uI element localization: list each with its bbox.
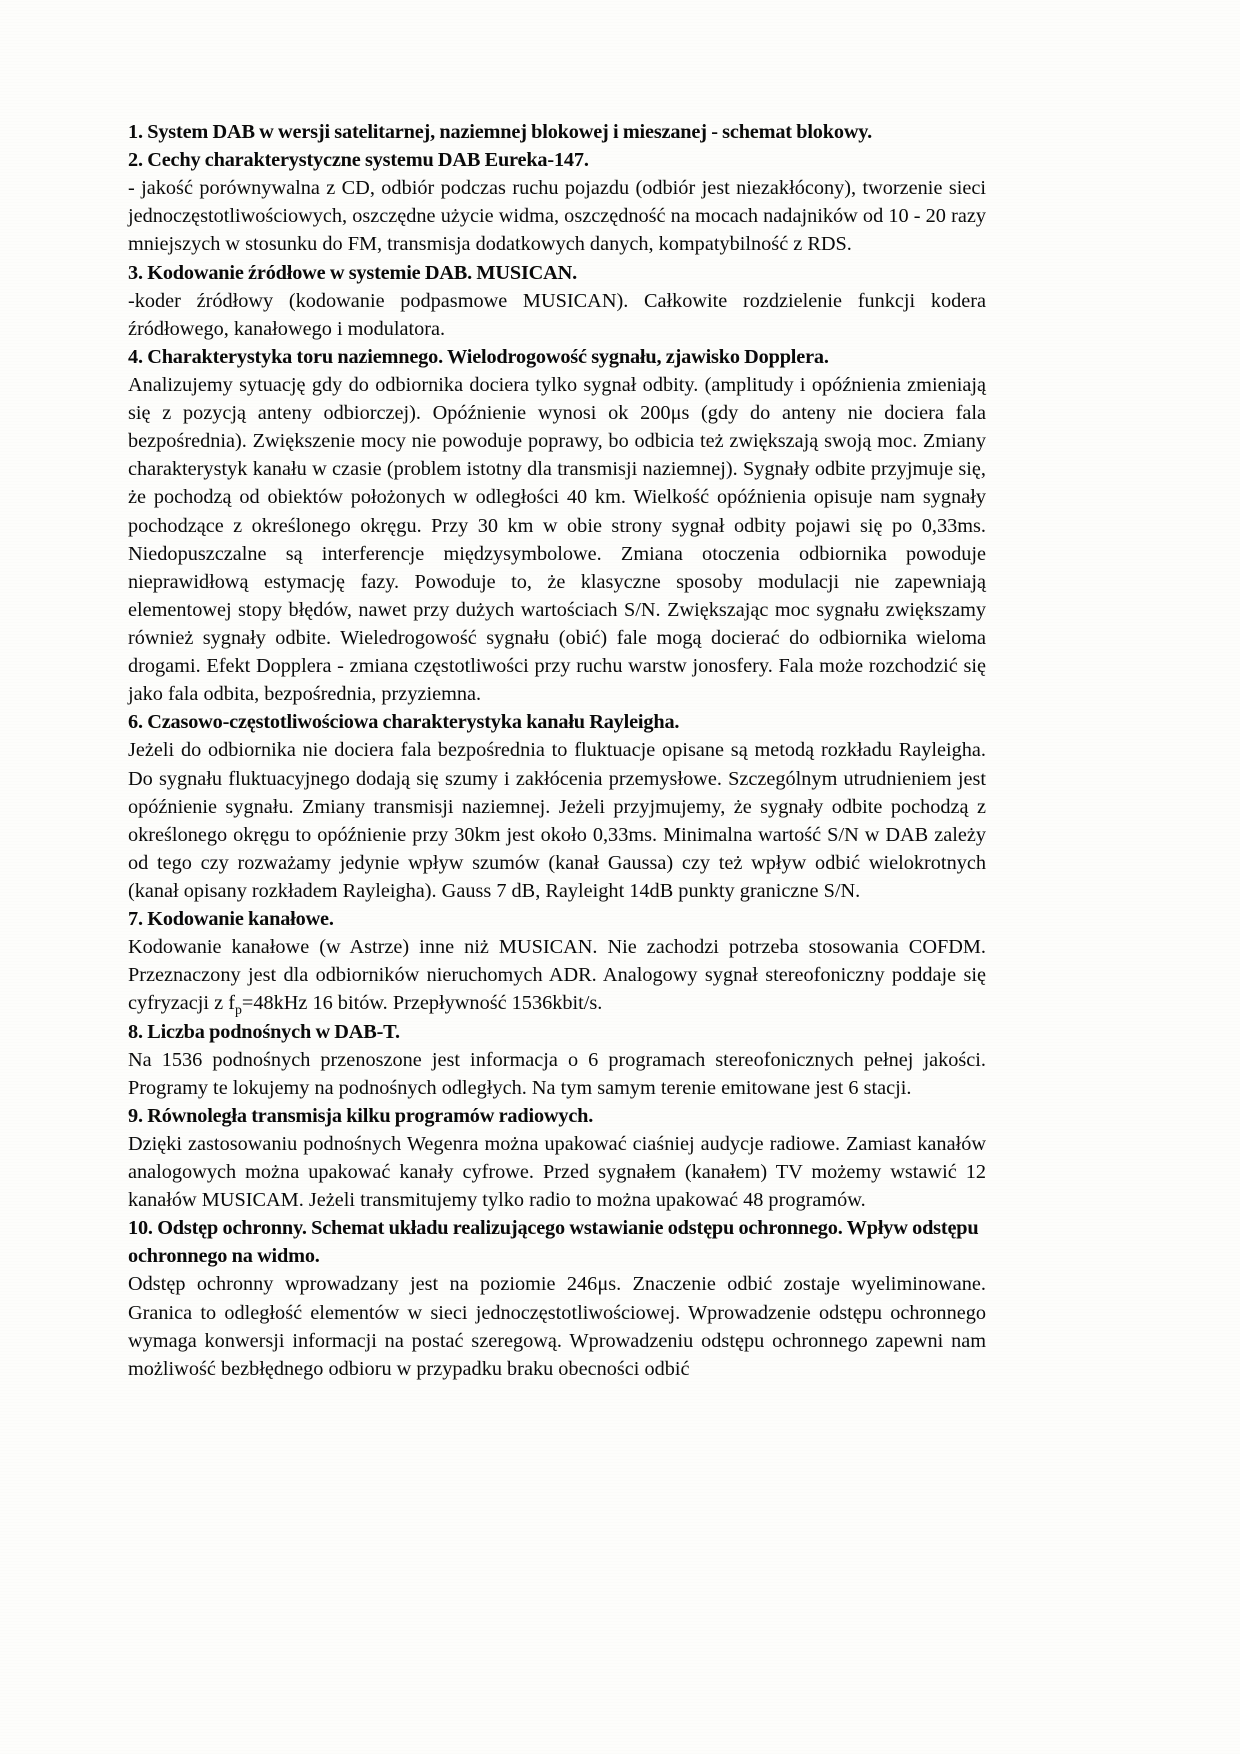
page-content-column bbox=[128, 118, 986, 1383]
heading-4: 4. Charakterystyka toru naziemnego. Wielodrogowość sygnału, zjawisko Dopplera. bbox=[128, 345, 829, 368]
heading-6: 6. Czasowo-częstotliwościowa charakterystyka kanału Rayleigha. bbox=[128, 711, 680, 734]
document-body bbox=[128, 118, 986, 1383]
paragraph-8: Na 1536 podnośnych przenoszone jest informacja o 6 programach stereofonicznych pełnej jakości. Programy te lokujemy na podnośnych odległych. Na tym samym terenie emitowane jest 6 stacji. bbox=[128, 1048, 986, 1099]
paragraph-3: -koder źródłowy (kodowanie podpasmowe MUSICAN). Całkowite rozdzielenie funkcji kodera źródłowego, kanałowego i modulatora. bbox=[128, 289, 986, 340]
paragraph-10: Odstęp ochronny wprowadzany jest na poziomie 246μs. Znaczenie odbić zostaje wyeliminowane. Granica to odległość elementów w sieci jednoczęstotliwościowej. Wprowadzenie odstępu ochronnego wymaga konwersji informacji na postać szeregową. Wprowadzeniu odstępu ochronnego zapewni nam możliwość bezbłędnego odbioru w przypadku braku obecności odbić bbox=[128, 1273, 986, 1380]
paragraph-7-text-before: Kodowanie kanałowe (w Astrze) inne niż MUSICAN. Nie zachodzi potrzeba stosowania COFDM. Przeznaczony jest dla odbiorników nieruchomych ADR. Analogowy sygnał stereofoniczny poddaje się cyfryzacji z f bbox=[128, 936, 986, 1015]
heading-7: 7. Kodowanie kanałowe. bbox=[128, 908, 334, 931]
heading-2: 2. Cechy charakterystyczne systemu DAB Eureka-147. bbox=[128, 149, 589, 172]
paragraph-6: Jeżeli do odbiornika nie dociera fala bezpośrednia to fluktuacje opisane są metodą rozkładu Rayleigha. Do sygnału fluktuacyjnego dodają się szumy i zakłócenia przemysłowe. Szczególnym utrudnieniem jest opóźnienie sygnału. Zmiany transmisji naziemnej. Jeżeli przyjmujemy, że sygnały odbite pochodzą z określonego okręgu to opóźnienie przy 30km jest około 0,33ms. Minimalna wartość S/N w DAB zależy od tego czy rozważamy jedynie wpływ szumów (kanał Gaussa) czy też wpływ odbić wielokrotnych (kanał opisany rozkładem Rayleigha). Gauss 7 dB, Rayleight 14dB punkty graniczne S/N. bbox=[128, 739, 986, 902]
paragraph-4: Analizujemy sytuację gdy do odbiornika dociera tylko sygnał odbity. (amplitudy i opóźnienia zmieniają się z pozycją anteny odbiorczej). Opóźnienie wynosi ok 200μs (gdy do anteny nie dociera fala bezpośrednia). Zwiększenie mocy nie powoduje poprawy, bo odbicia też zwiększają swoją moc. Zmiany charakterystyk kanału w czasie (problem istotny dla transmisji naziemnej). Sygnały odbite przyjmuje się, że pochodzą od obiektów położonych w odległości 40 km. Wielkość opóźnienia opisuje nam sygnały pochodzące z określonego okręgu. Przy 30 km w obie strony sygnał odbity pojawi się po 0,33ms. Niedopuszczalne są interferencje międzysymbolowe. Zmiana otoczenia odbiornika powoduje nieprawidłową estymację fazy. Powoduje to, że klasyczne sposoby modulacji nie zapewniają elementowej stopy błędów, nawet przy dużych wartościach S/N. Zwiększając moc sygnału zwiększamy również sygnały odbite. Wieledrogowość sygnału (obić) fale mogą docierać do odbiornika wieloma drogami. Efekt Dopplera - zmiana częstotliwości przy ruchu warstw jonosfery. Fala może rozchodzić się jako fala odbita, bezpośrednia, przyziemna. bbox=[128, 373, 986, 706]
heading-9: 9. Równoległa transmisja kilku programów radiowych. bbox=[128, 1104, 594, 1127]
heading-10: 10. Odstęp ochronny. Schemat układu realizującego wstawianie odstępu ochronnego. Wpływ odstępu ochronnego na widmo. bbox=[128, 1217, 979, 1268]
heading-3: 3. Kodowanie źródłowe w systemie DAB. MUSICAN. bbox=[128, 261, 577, 284]
sampling-frequency-subscript: p bbox=[234, 1002, 242, 1018]
heading-1: 1. System DAB w wersji satelitarnej, naziemnej blokowej i mieszanej - schemat blokowy. bbox=[128, 121, 873, 143]
paragraph-7 bbox=[128, 933, 986, 1017]
heading-8: 8. Liczba podnośnych w DAB-T. bbox=[128, 1020, 400, 1043]
paragraph-9: Dzięki zastosowaniu podnośnych Wegenra można upakować ciaśniej audycje radiowe. Zamiast kanałów analogowych można upakować kanały cyfrowe. Przed sygnałem (kanałem) TV możemy wstawić 12 kanałów MUSICAM. Jeżeli transmitujemy tylko radio to można upakować 48 programów. bbox=[128, 1132, 986, 1212]
paragraph-7-text-after: =48kHz 16 bitów. Przepływność 1536kbit/s. bbox=[241, 992, 603, 1015]
paragraph-2: - jakość porównywalna z CD, odbiór podczas ruchu pojazdu (odbiór jest niezakłócony), tworzenie sieci jednoczęstotliwościowych, oszczędne użycie widma, oszczędność na mocach nadajników od 10 - 20 razy mniejszych w stosunku do FM, transmisja dodatkowych danych, kompatybilność z RDS. bbox=[128, 177, 986, 256]
